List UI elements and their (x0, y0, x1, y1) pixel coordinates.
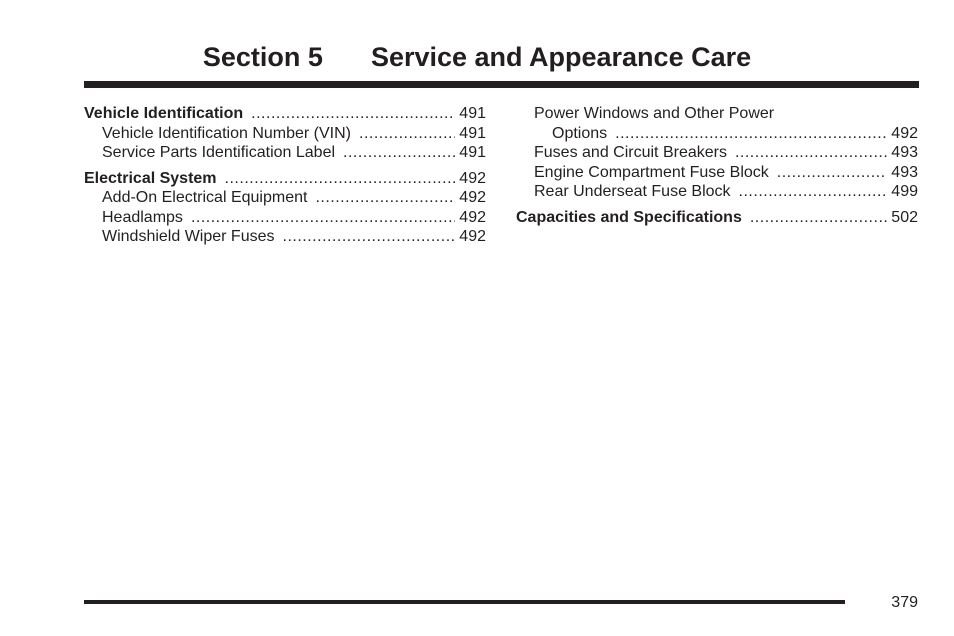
toc-entry-page: 491 (459, 124, 486, 142)
toc-entry-page: 492 (459, 169, 486, 187)
toc-entry-headlamps[interactable] (84, 208, 486, 228)
dot-leader (615, 124, 887, 144)
toc-left-column (84, 104, 486, 247)
section-number: 5 (307, 42, 323, 72)
toc-entry-label: Rear Underseat Fuse Block (534, 183, 731, 200)
toc-entry-label: Electrical System (84, 169, 217, 187)
toc-entry-power-windows[interactable] (516, 104, 918, 124)
toc-entry-label: Power Windows and Other Power (534, 105, 775, 122)
toc-entry-page: 493 (891, 163, 918, 181)
toc-entry-engine-fuse-block[interactable] (516, 163, 918, 183)
toc-entry-power-windows-cont[interactable] (516, 124, 918, 144)
toc-entry-label: Engine Compartment Fuse Block (534, 163, 769, 181)
section-name: Service and Appearance Care (370, 42, 752, 72)
dot-leader (739, 182, 888, 202)
toc-entry-page: 492 (459, 208, 486, 226)
dot-leader (283, 227, 456, 247)
toc-entry-label: Add-On Electrical Equipment (102, 189, 308, 206)
toc-entry-label: Service Parts Identification Label (102, 144, 336, 161)
toc-entry-wiper-fuses[interactable] (84, 227, 486, 247)
toc-entry-page: 499 (891, 183, 918, 200)
dot-leader (735, 143, 887, 163)
toc-entry-electrical-system[interactable] (84, 169, 486, 189)
toc-entry-fuses-breakers[interactable] (516, 143, 918, 163)
dot-leader (750, 208, 887, 228)
toc-entry-vin[interactable] (84, 124, 486, 144)
toc-entry-page: 491 (459, 144, 486, 161)
toc-entry-add-on-electrical[interactable] (84, 188, 486, 208)
dot-leader (191, 208, 455, 228)
toc-entry-label: Fuses and Circuit Breakers (534, 144, 727, 161)
toc-entry-page: 493 (891, 144, 918, 161)
toc-entry-page: 491 (459, 105, 486, 122)
dot-leader (359, 124, 455, 144)
toc-entry-label: Headlamps (102, 208, 183, 226)
toc-entry-label: Vehicle Identification (84, 105, 244, 122)
footer-rule (84, 600, 845, 604)
toc-entry-service-parts-label[interactable] (84, 143, 486, 163)
section-title (0, 42, 954, 73)
dot-leader (343, 143, 455, 163)
page-number: 379 (891, 594, 918, 611)
toc-entry-capacities[interactable] (516, 208, 918, 228)
toc-entry-rear-fuse-block[interactable] (516, 182, 918, 202)
toc-entry-page: 492 (459, 228, 486, 245)
dot-leader (225, 169, 456, 189)
toc-entry-label: Capacities and Specifications (516, 208, 742, 226)
dot-leader (777, 163, 888, 183)
dot-leader (251, 104, 455, 124)
section-label: Section (202, 42, 301, 72)
dot-leader (315, 188, 455, 208)
toc-right-column (516, 104, 918, 227)
toc-entry-label: Vehicle Identification Number (VIN) (102, 124, 351, 142)
toc-entry-page: 502 (891, 208, 918, 226)
toc-entry-page: 492 (891, 124, 918, 142)
toc-entry-vehicle-identification[interactable] (84, 104, 486, 124)
toc-entry-label: Options (552, 124, 608, 142)
toc-entry-label: Windshield Wiper Fuses (102, 228, 275, 245)
toc-entry-page: 492 (459, 189, 486, 206)
header-rule (84, 81, 919, 88)
